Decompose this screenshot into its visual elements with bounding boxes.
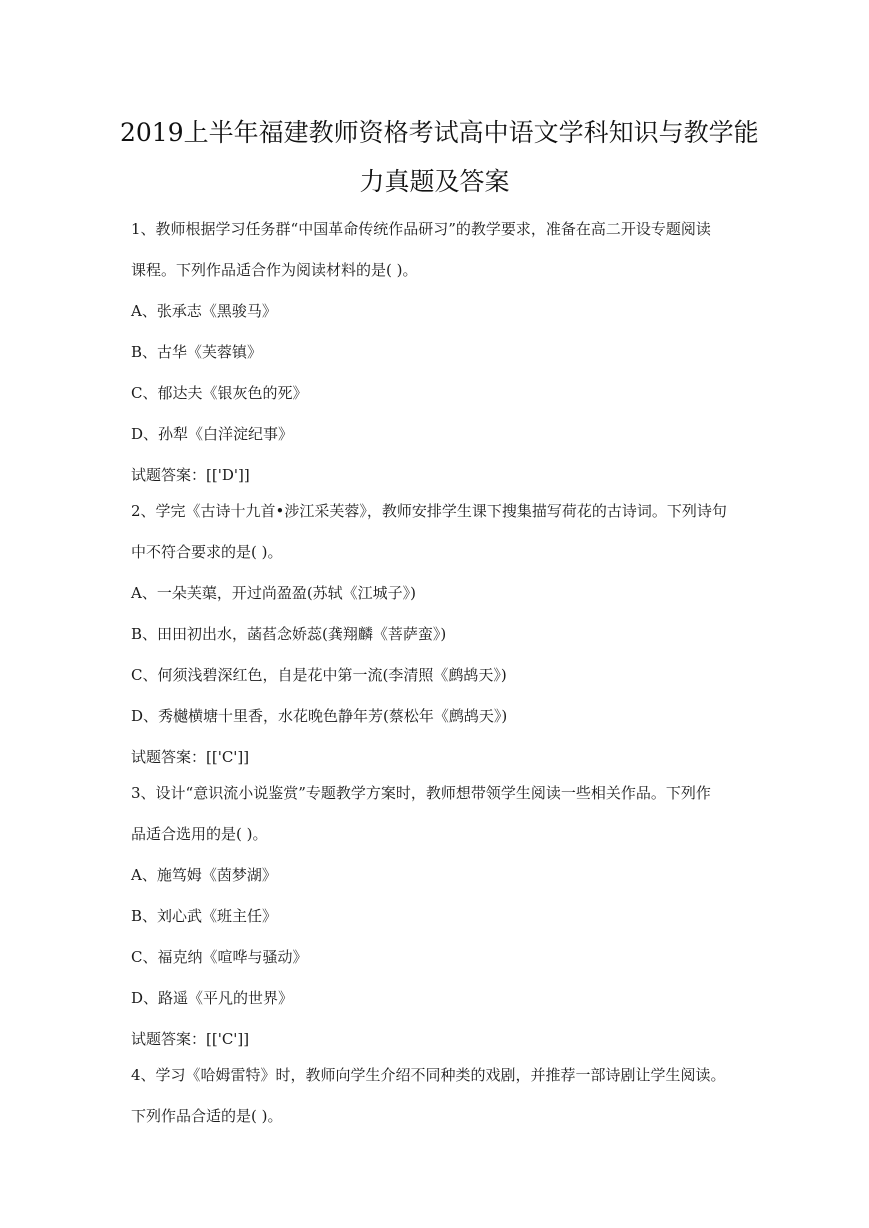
question-3-option-b: B、刘心武《班主任》 [131, 907, 278, 925]
question-3-option-d: D、路遥《平凡的世界》 [131, 989, 294, 1007]
question-1-stem-line-2: 课程。下列作品适合作为阅读材料的是( )。 [131, 261, 418, 279]
question-1-option-a: A、张承志《黑骏马》 [131, 302, 277, 320]
question-2-option-b: B、田田初出水，菡萏念娇蕊(龚翔麟《菩萨蛮》) [131, 625, 447, 643]
question-1-stem-line-1: 1、教师根据学习任务群“中国革命传统作品研习”的教学要求，准备在高二开设专题阅读 [131, 220, 711, 238]
question-2-stem-line-1: 2、学完《古诗十九首•涉江采芙蓉》，教师安排学生课下搜集描写荷花的古诗词。下列诗句 [131, 502, 727, 520]
question-3-stem-line-1: 3、设计“意识流小说鉴赏”专题教学方案时，教师想带领学生阅读一些相关作品。下列作 [131, 784, 711, 802]
question-4-stem-line-1: 4、学习《哈姆雷特》时，教师向学生介绍不同种类的戏剧，并推荐一部诗剧让学生阅读。 [131, 1066, 726, 1084]
question-1-option-b: B、古华《芙蓉镇》 [131, 343, 263, 361]
question-2-stem-line-2: 中不符合要求的是( )。 [131, 543, 283, 561]
question-2-option-a: A、一朵芙蕖，开过尚盈盈(苏轼《江城子》) [131, 584, 417, 602]
question-1-answer: 试题答案：[['D']] [131, 466, 250, 484]
question-2-option-d: D、秀樾横塘十里香，水花晚色静年芳(蔡松年《鹧鸪天》) [131, 707, 508, 725]
question-3-option-c: C、福克纳《喧哗与骚动》 [131, 948, 308, 966]
question-3-stem-line-2: 品适合选用的是( )。 [131, 825, 268, 843]
question-3-option-a: A、施笃姆《茵梦湖》 [131, 866, 277, 884]
question-1-option-c: C、郁达夫《银灰色的死》 [131, 384, 308, 402]
question-3-answer: 试题答案：[['C']] [131, 1030, 250, 1048]
question-2-answer: 试题答案：[['C']] [131, 748, 250, 766]
question-2-option-c: C、何须浅碧深红色，自是花中第一流(李清照《鹧鸪天》) [131, 666, 507, 684]
document-title-line-2: 力真题及答案 [359, 167, 510, 196]
document-title-line-1: 2019上半年福建教师资格考试高中语文学科知识与教学能 [120, 118, 759, 147]
question-1-option-d: D、孙犁《白洋淀纪事》 [131, 425, 294, 443]
question-4-stem-line-2: 下列作品合适的是( )。 [131, 1107, 283, 1125]
